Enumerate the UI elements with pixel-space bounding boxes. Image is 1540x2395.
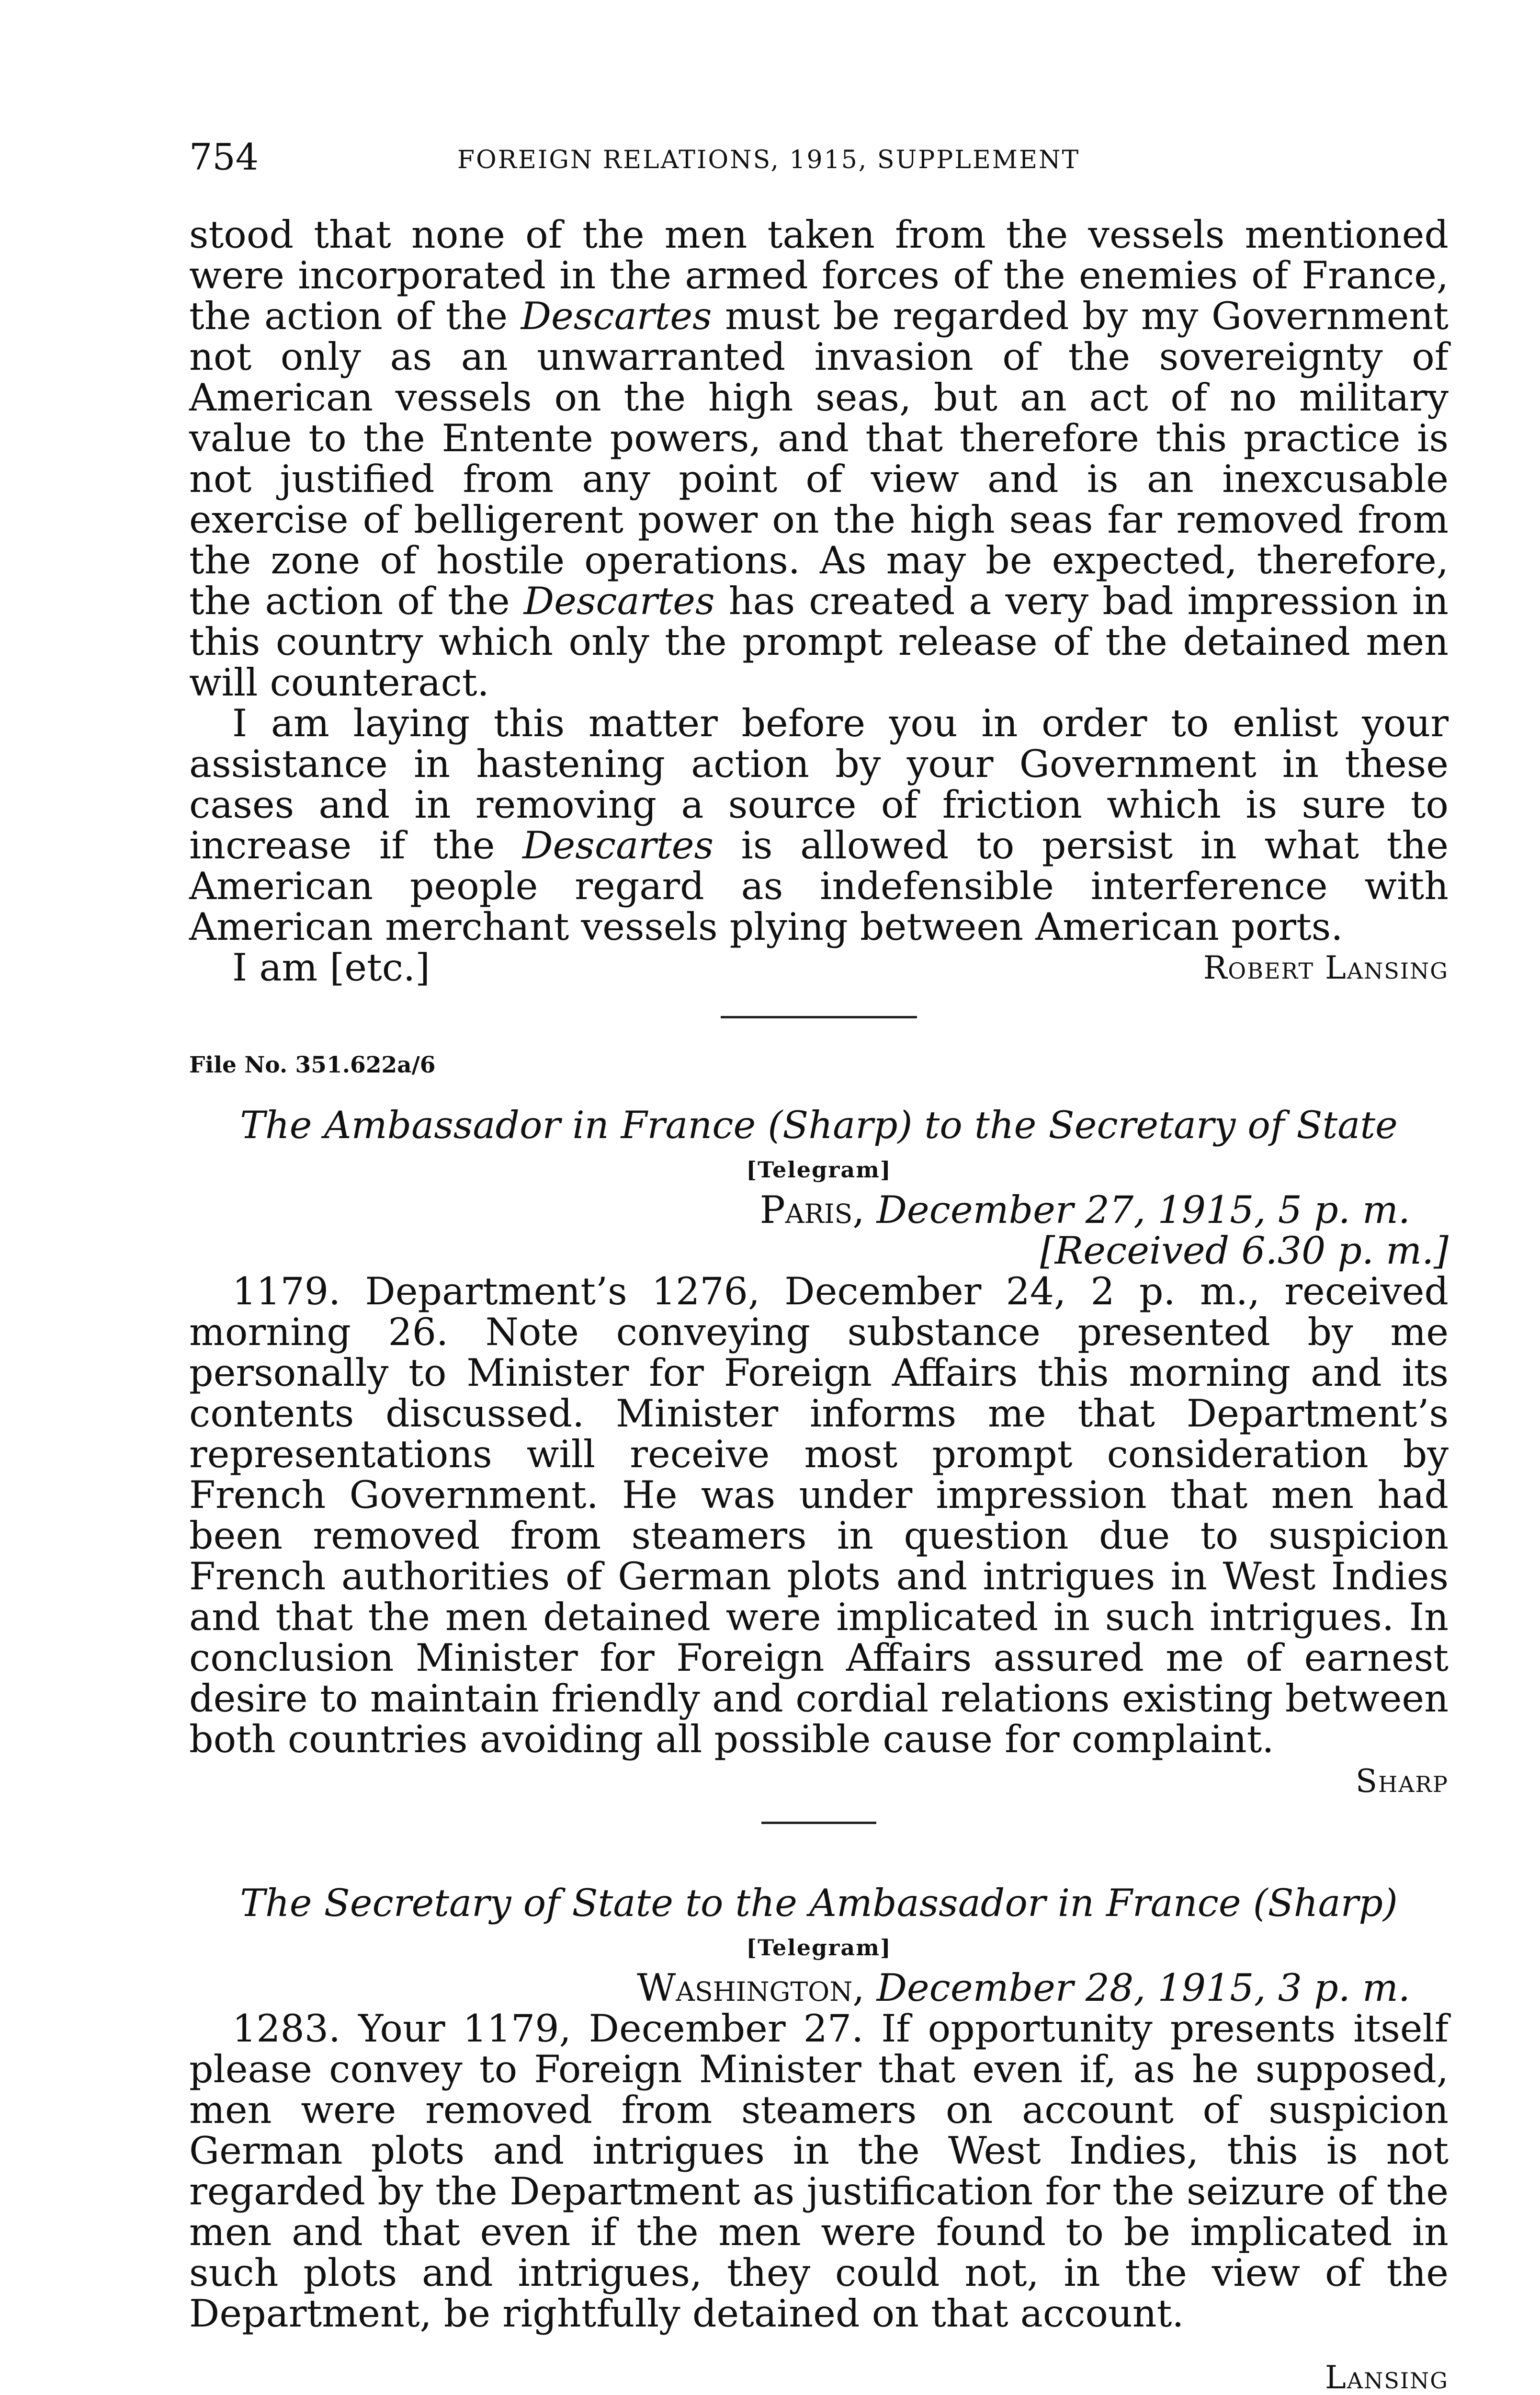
vessel-name: Descartes xyxy=(523,579,715,623)
running-title: FOREIGN RELATIONS, 1915, SUPPLEMENT xyxy=(457,146,1080,174)
telegram-body: 1283. Your 1179, December 27. If opportunity presents itself please convey to Foreign Minister that even if, as he supposed, men were removed from steamers on account of suspicion German plots and intrigues in the West Indies, this is not regarded by the Department as justification for the seizure of the men and that even if the men were found to be implicated in such plots and intrigues, they could not, in the view of the Department, be rightfully detained on that account. xyxy=(189,2007,1449,2336)
document-title: The Ambassador in France (Sharp) to the Secretary of State xyxy=(240,1103,1398,1147)
running-head xyxy=(189,136,1449,187)
letter-closing-row xyxy=(189,947,1449,988)
dateline xyxy=(189,1968,1410,2008)
page-number: 754 xyxy=(189,136,259,178)
signature-lansing: Lansing xyxy=(1325,2359,1449,2395)
vessel-name: Descartes xyxy=(522,823,713,867)
section-divider xyxy=(721,1016,917,1018)
section-divider xyxy=(761,1822,876,1824)
vessel-name: Descartes xyxy=(521,294,712,338)
document-type-label: [Telegram] xyxy=(746,1157,892,1183)
document-type-label: [Telegram] xyxy=(746,1935,892,1961)
letter-continuation-paragraph: stood that none of the men taken from the vessels mentioned were incorporated in the armed forces of the enemies of France, the action of the Descartes must be regarded by my Government not only as an unwarranted invasion of the sovereignty of American vessels on the high seas, but an act of no military value to the Entente powers, and that therefore this practice is not justified from any point of view and is an inexcusable exercise of belligerent power on the high seas far removed from the zone of hostile operations. As may be expected, therefore, the action of the Descartes has created a very bad impression in this country which only the prompt release of the detained men will counteract. xyxy=(189,213,1449,705)
dateline-date: December 28, 1915, 3 p. m. xyxy=(876,1966,1410,2010)
dateline xyxy=(189,1190,1410,1231)
dateline-date: December 27, 1915, 5 p. m. xyxy=(876,1188,1410,1232)
signature-robert-lansing: Robert Lansing xyxy=(1203,949,1449,986)
document-title: The Secretary of State to the Ambassador in France (Sharp) xyxy=(240,1881,1398,1925)
file-number: File No. 351.622a/6 xyxy=(189,1052,436,1078)
document-page xyxy=(189,136,1449,2395)
letter-paragraph: I am laying this matter before you in order to enlist your assistance in hastening action by your Government in these cases and in removing a source of friction which is sure to increase if the Descartes is allowed to persist in what the American people regard as indefensible interference with American merchant vessels plying between American ports. xyxy=(189,701,1449,949)
letter-closing: I am [etc.] xyxy=(232,946,430,990)
signature-sharp: Sharp xyxy=(1355,1763,1449,1800)
dateline-place: Washington, xyxy=(637,1966,865,2010)
dateline-place: Paris, xyxy=(759,1188,865,1232)
telegram-body: 1179. Department’s 1276, December 24, 2 p. m., received morning 26. Note conveying substance presented by me personally to Minister for Foreign Affairs this morning and its contents discussed. Minister informs me that Department’s representations will receive most prompt consideration by French Government. He was under impression that men had been removed from steamers in question due to suspicion French authorities of German plots and intrigues in West Indies and that the men detained were implicated in such intrigues. In conclusion Minister for Foreign Affairs assured me of earnest desire to maintain friendly and cordial relations existing between both countries avoiding all possible cause for complaint. xyxy=(189,1269,1449,1761)
received-note: [Received 6.30 p. m.] xyxy=(1040,1229,1449,1273)
